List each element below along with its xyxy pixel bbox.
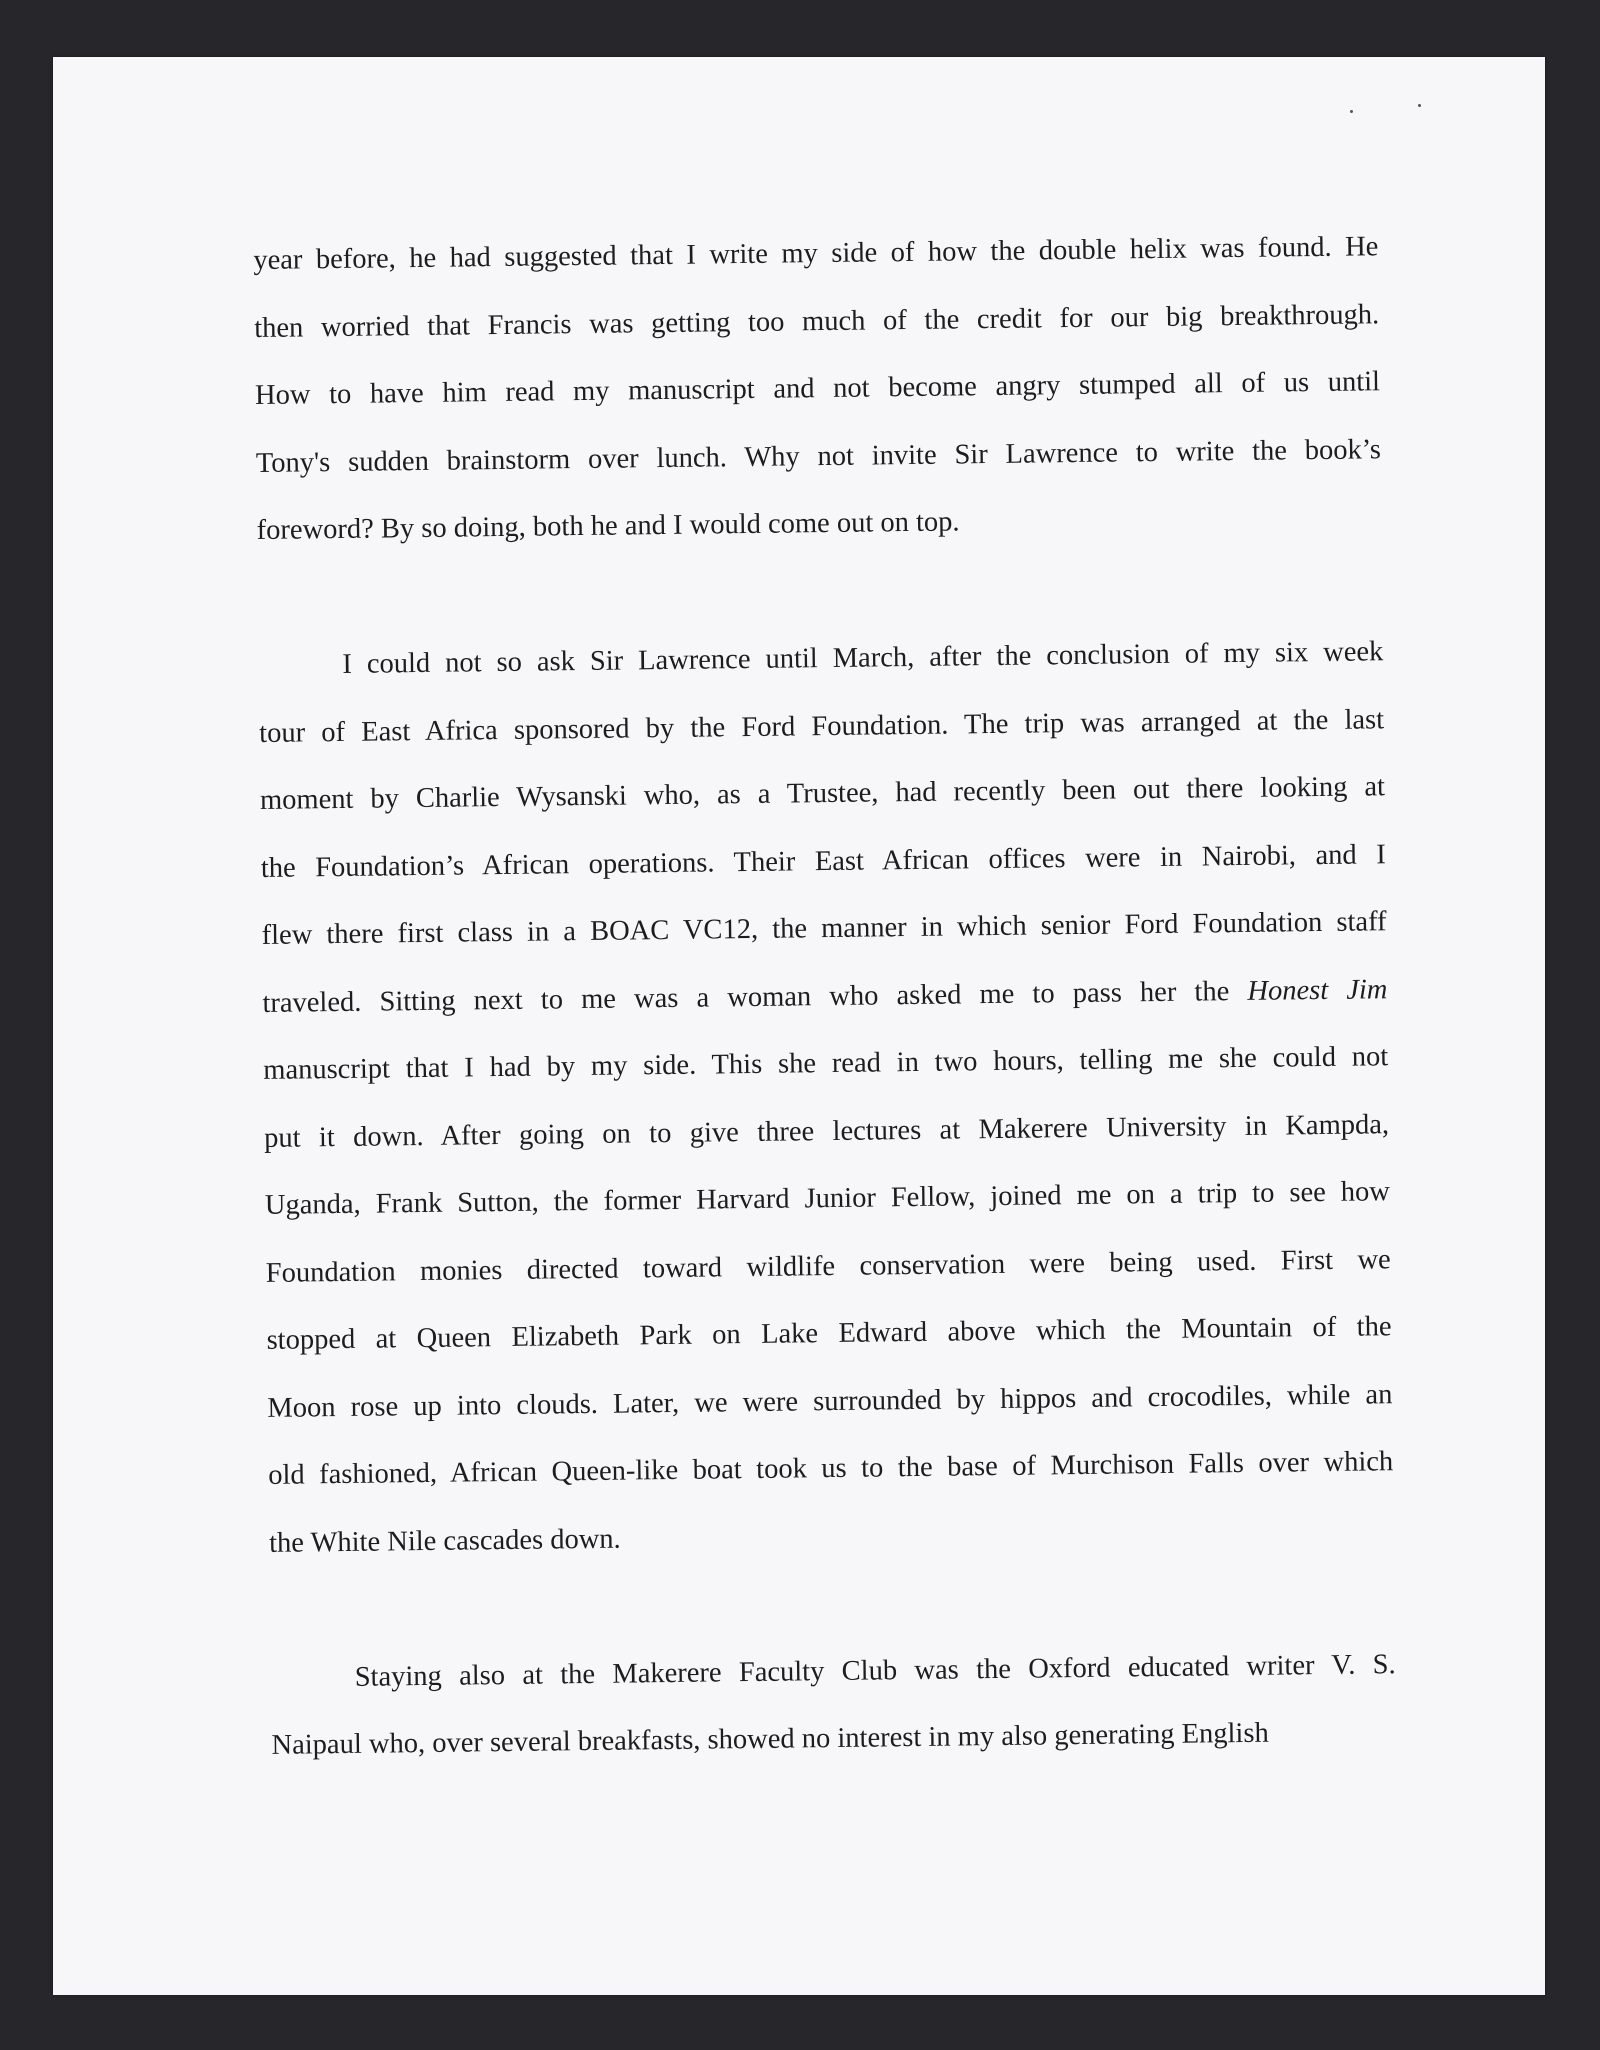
text-line: Staying also at the Makerere Faculty Club was the Oxford educated writer V. S. xyxy=(354,1648,1396,1693)
paragraph xyxy=(253,213,1382,564)
text-line: the Foundation’s African operations. Their East African offices were in Nairobi, and I xyxy=(260,838,1386,884)
text-line: manuscript that I had by my side. This she read in two hours, telling me she could not xyxy=(263,1041,1389,1086)
text-line: flew there first class in a BOAC VC12, the manner in which senior Ford Foundation staff xyxy=(261,906,1387,951)
paragraph xyxy=(258,618,1394,1577)
text-line: Uganda, Frank Sutton, the former Harvard Junior Fellow, joined me on a trip to see how xyxy=(264,1176,1391,1221)
text-line: tour of East Africa sponsored by the Ford Foundation. The trip was arranged at the last xyxy=(258,703,1385,749)
text-line: Tony's sudden brainstorm over lunch. Why not invite Sir Lawrence to write the book’s xyxy=(255,433,1381,479)
manuscript-text xyxy=(253,213,1397,1779)
text-line: foreword? By so doing, both he and I would come out on top. xyxy=(256,506,960,546)
text-line: Moon rose up into clouds. Later, we were surrounded by hippos and crocodiles, while an xyxy=(267,1378,1393,1424)
text-line: moment by Charlie Wysanski who, as a Trustee, had recently been out there looking at xyxy=(259,771,1386,816)
text-line: put it down. After going on to give three lectures at Makerere University in Kampda, xyxy=(263,1108,1390,1154)
paper-speck xyxy=(1418,104,1421,107)
text-line: Foundation monies directed toward wildlife conservation were being used. First we xyxy=(265,1243,1391,1289)
text-line: How to have him read my manuscript and not become angry stumped all of us until xyxy=(254,366,1381,411)
italic-title: Honest Jim xyxy=(1247,973,1388,1007)
line-segment: traveled. Sitting next to me was a woman who asked me to pass her the xyxy=(262,975,1248,1019)
document-page xyxy=(53,57,1545,1995)
text-line: stopped at Queen Elizabeth Park on Lake Edward above which the Mountain of the xyxy=(266,1311,1392,1356)
text-line: I could not so ask Sir Lawrence until March, after the conclusion of my six week xyxy=(342,636,1384,680)
text-line: then worried that Francis was getting too much of the credit for our big breakthrough. xyxy=(254,298,1380,344)
text-line: year before, he had suggested that I write my side of how the double helix was found. He xyxy=(253,231,1379,276)
paper-speck xyxy=(1350,110,1353,113)
paragraph xyxy=(270,1631,1397,1780)
text-line: Naipaul who, over several breakfasts, showed no interest in my also generating English xyxy=(271,1717,1269,1761)
text-line: the White Nile cascades down. xyxy=(268,1523,621,1559)
text-line: old fashioned, African Queen-like boat took us to the base of Murchison Falls over which xyxy=(268,1446,1394,1491)
